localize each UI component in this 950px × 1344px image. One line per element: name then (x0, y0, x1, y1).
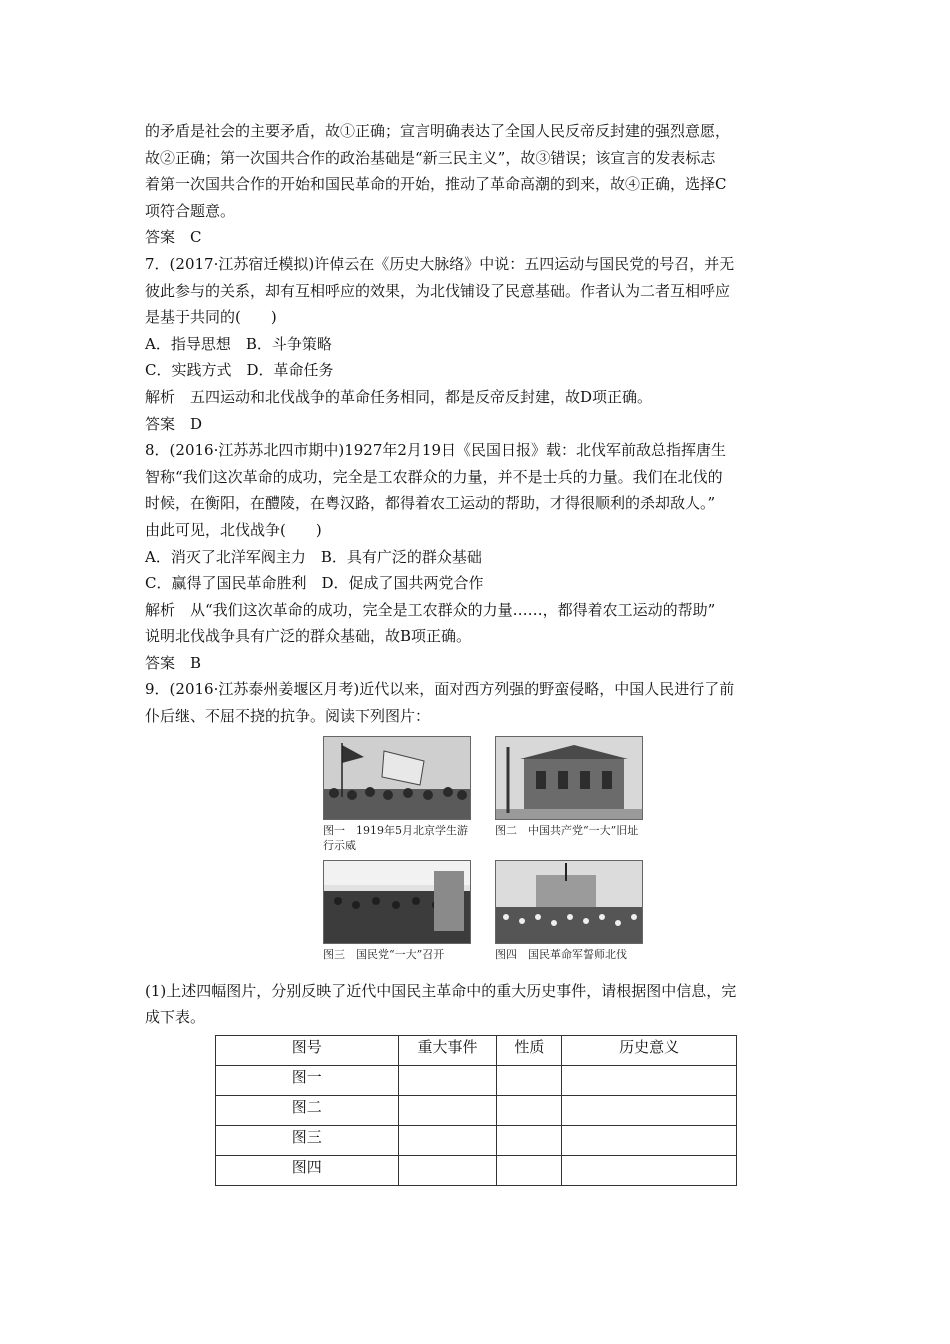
header-significance: 历史意义 (562, 1035, 737, 1065)
table-row (216, 1155, 737, 1185)
blank-cell[interactable] (398, 1095, 497, 1125)
text-line: 答案 B (145, 653, 202, 672)
figure-2 (495, 736, 643, 838)
row-label: 图一 (216, 1065, 399, 1095)
answer-table-wrap (215, 1035, 810, 1186)
text-line: 时候，在衡阳，在醴陵，在粤汉路，都得着农工运动的帮助，才得很顺利的杀却敌人。” (145, 494, 716, 513)
blank-cell[interactable] (562, 1095, 737, 1125)
table-row (216, 1065, 737, 1095)
text-line: 解析 五四运动和北伐战争的革命任务相同，都是反帝反封建，故D项正确。 (145, 387, 653, 406)
text-line: 答案 C (145, 228, 202, 247)
text-line: 智称“我们这次革命的成功，完全是工农群众的力量，并不是士兵的力量。我们在北伐的 (145, 467, 723, 486)
row-label: 图四 (216, 1155, 399, 1185)
blank-cell[interactable] (562, 1065, 737, 1095)
blank-cell[interactable] (497, 1125, 562, 1155)
text-line: 是基于共同的( ) (145, 308, 277, 327)
blank-cell[interactable] (497, 1155, 562, 1185)
text-line: 项符合题意。 (145, 201, 236, 220)
text-line: (1)上述四幅图片，分别反映了近代中国民主革命中的重大历史事件，请根据图中信息，完 (145, 981, 737, 1000)
figure-4 (495, 860, 643, 962)
text-line: 9．(2016·江苏泰州姜堰区月考)近代以来，面对西方列强的野蛮侵略，中国人民进行了前 (145, 680, 735, 699)
text-line: 7．(2017·江苏宿迁模拟)许倬云在《历史大脉络》中说：五四运动与国民党的号召，并无 (145, 254, 735, 273)
document-page (145, 118, 810, 1186)
text-line: 由此可见，北伐战争( ) (145, 520, 322, 539)
blank-cell[interactable] (398, 1065, 497, 1095)
figure-4-image (495, 860, 643, 944)
text-line: 答案 D (145, 414, 203, 433)
figure-1-caption: 图一 1919年5月北京学生游行示威 (323, 823, 468, 852)
text-line: A．消灭了北洋军阀主力 B．具有广泛的群众基础 (145, 547, 482, 566)
text-line: 的矛盾是社会的主要矛盾，故①正确；宣言明确表达了全国人民反帝反封建的强烈意愿， (145, 122, 731, 140)
table-row (216, 1125, 737, 1155)
header-figure-no: 图号 (216, 1035, 399, 1065)
figure-grid (145, 736, 810, 978)
figure-1-image (323, 736, 471, 820)
text-line: 8．(2016·江苏苏北四市期中)1927年2月19日《民国日报》载：北伐军前敌总指挥唐生 (145, 441, 726, 460)
text-line: 彼此参与的关系，却有互相呼应的效果，为北伐铺设了民意基础。作者认为二者互相呼应 (145, 281, 731, 300)
header-event: 重大事件 (398, 1035, 497, 1065)
figure-3-image (323, 860, 471, 944)
text-line: 故②正确；第一次国共合作的政治基础是“新三民主义”，故③错误；该宣言的发表标志 (145, 148, 716, 167)
figure-1 (323, 736, 471, 853)
blank-cell[interactable] (497, 1065, 562, 1095)
table-row (216, 1095, 737, 1125)
answer-table (215, 1035, 737, 1186)
figure-3-caption: 图三 国民党“一大”召开 (323, 947, 445, 961)
text-line: 解析 从“我们这次革命的成功，完全是工农群众的力量……，都得着农工运动的帮助” (145, 600, 716, 619)
text-line: 说明北伐战争具有广泛的群众基础，故B项正确。 (145, 627, 472, 646)
text-line: A．指导思想 B．斗争策略 (145, 334, 332, 353)
row-label: 图二 (216, 1095, 399, 1125)
row-label: 图三 (216, 1125, 399, 1155)
question-part-1 (145, 978, 810, 1031)
blank-cell[interactable] (398, 1155, 497, 1185)
figure-3 (323, 860, 471, 962)
table-header-row (216, 1035, 737, 1065)
header-nature: 性质 (497, 1035, 562, 1065)
blank-cell[interactable] (497, 1095, 562, 1125)
text-line: C．实践方式 D．革命任务 (145, 361, 334, 380)
text-line: 着第一次国共合作的开始和国民革命的开始，推动了革命高潮的到来，故④正确，选择C (145, 175, 727, 194)
blank-cell[interactable] (398, 1125, 497, 1155)
blank-cell[interactable] (562, 1155, 737, 1185)
body-text (145, 118, 810, 730)
figure-2-image (495, 736, 643, 820)
text-line: 仆后继、不屈不挠的抗争。阅读下列图片： (145, 707, 431, 726)
figure-4-caption: 图四 国民革命军誓师北伐 (495, 947, 627, 961)
text-line: 成下表。 (145, 1008, 206, 1027)
blank-cell[interactable] (562, 1125, 737, 1155)
figure-2-caption: 图二 中国共产党“一大”旧址 (495, 823, 639, 837)
text-line: C．赢得了国民革命胜利 D．促成了国共两党合作 (145, 574, 484, 593)
